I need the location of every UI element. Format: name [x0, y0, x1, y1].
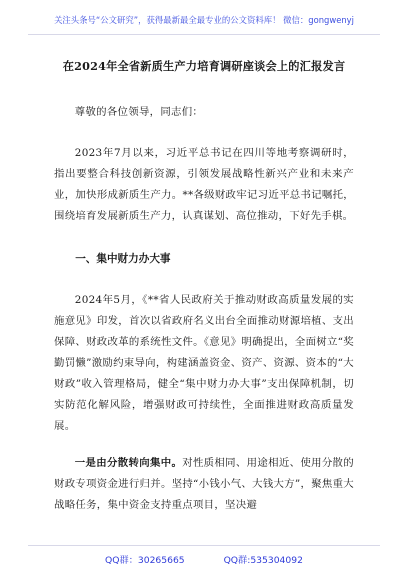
paragraph-1: 2023年7月以来，习近平总书记在四川等地考察调研时，指出要整合科技创新资源，引领发展战略性新兴产业和未来产业，加快形成新质生产力。**各级财政牢记习近平总书记嘱托，围绕培育发展新质生产力，认真谋划、高位推动，下好先手棋。: [54, 147, 354, 222]
section-heading-1: 一、集中财力办大事: [75, 253, 171, 265]
page-header-banner: 关注头条号“公文研究”，获得最新最全最专业的公文资料库！ 微信：gongwenyj: [28, 10, 380, 35]
paragraph-3-text: 对性质相同、用途相近、使用分散的财政专项资金进行归并。坚持“小钱小气、大钱大方”，聚焦重大战略任务，集中资金支持重点项目，坚决避: [54, 457, 354, 511]
footer-qq-group-1: QQ群：30265665: [105, 555, 185, 566]
greeting: 尊敬的各位领导，同志们：: [74, 106, 204, 118]
document-title: 在2024年全省新质生产力培育调研座谈会上的汇报发言: [62, 59, 346, 73]
paragraph-3-lead: 一是由分散转向集中。: [74, 457, 183, 469]
document-body: [54, 46, 354, 516]
page-footer: [28, 545, 380, 566]
paragraph-3: [54, 453, 354, 516]
footer-qq-group-2: QQ群:535304092: [223, 555, 303, 566]
paragraph-2: 2024年5月，《**省人民政府关于推动财政高质量发展的实施意见》印发，首次以省政府名义出台全面推动财源培植、支出保障、财政改革的系统性文件。《意见》明确提出，全面树立“奖勤罚懒”激励约束导向，构建涵盖资金、资产、资源、资本的“大财政”收入管理格局，健全“集中财力办大事”支出保障机制，切实防范化解风险，增强财政可持续性，全面推进财政高质量发展。: [54, 294, 354, 432]
